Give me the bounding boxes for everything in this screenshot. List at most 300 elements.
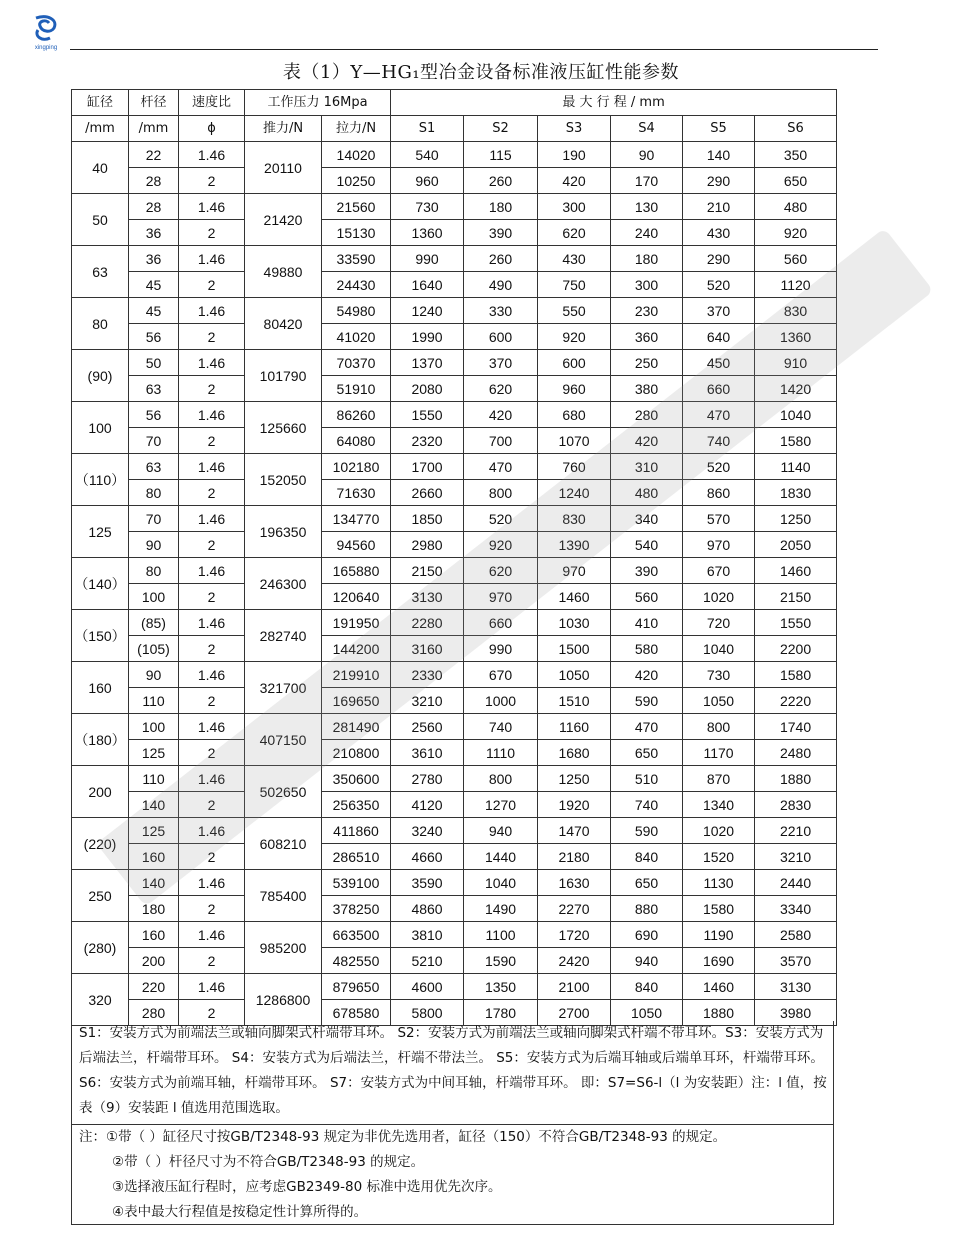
stroke-cell-s4: 340 bbox=[611, 506, 683, 532]
speed-ratio-cell: 1.46 bbox=[179, 766, 245, 792]
phi-symbol: ϕ bbox=[179, 116, 245, 142]
stroke-cell-s4: 130 bbox=[611, 194, 683, 220]
bore-cell: 250 bbox=[72, 870, 129, 922]
speed-ratio-cell: 2 bbox=[179, 532, 245, 558]
rod-cell: 70 bbox=[129, 428, 179, 454]
stroke-cell-s6: 650 bbox=[755, 168, 837, 194]
rod-cell: 50 bbox=[129, 350, 179, 376]
install-note-text: S1：安装方式为前端法兰或轴向脚架式杆端带耳环。 S2：安装方式为前端法兰或轴向脚架式杆端不带耳环。S3：安装方式为后端法兰，杆端带耳环。 S4：安装方式为后端法兰，杆端不带法兰。 S5：安装方式为后端耳轴或后端单耳环，杆端带耳环。 S6：安装方式为前端耳轴，杆端带耳环。 S7：安装方式为中间耳轴，杆端带耳环。 即：S7=S6-l（l 为安装距）注：l 值，按表（9）安装距 l 值选用范围选取。 bbox=[79, 1025, 827, 1116]
stroke-cell-s5: 1130 bbox=[683, 870, 755, 896]
stroke-cell-s1: 4120 bbox=[391, 792, 464, 818]
stroke-cell-s4: 690 bbox=[611, 922, 683, 948]
pull-cell: 102180 bbox=[322, 454, 391, 480]
stroke-cell-s4: 420 bbox=[611, 428, 683, 454]
table-row bbox=[72, 584, 837, 610]
push-cell: 196350 bbox=[245, 506, 322, 558]
speed-ratio-cell: 2 bbox=[179, 220, 245, 246]
speed-ratio-cell: 2 bbox=[179, 272, 245, 298]
stroke-cell-s6: 920 bbox=[755, 220, 837, 246]
stroke-cell-s3: 2270 bbox=[538, 896, 611, 922]
pull-cell: 482550 bbox=[322, 948, 391, 974]
rod-cell: 22 bbox=[129, 142, 179, 168]
stroke-cell-s5: 720 bbox=[683, 610, 755, 636]
speed-ratio-cell: 1.46 bbox=[179, 974, 245, 1000]
stroke-cell-s4: 390 bbox=[611, 558, 683, 584]
stroke-cell-s1: 1990 bbox=[391, 324, 464, 350]
stroke-cell-s3: 1460 bbox=[538, 584, 611, 610]
stroke-cell-s6: 3570 bbox=[755, 948, 837, 974]
rod-cell: 125 bbox=[129, 740, 179, 766]
stroke-cell-s6: 2150 bbox=[755, 584, 837, 610]
speed-ratio-cell: 2 bbox=[179, 844, 245, 870]
stroke-cell-s1: 3240 bbox=[391, 818, 464, 844]
table-row bbox=[72, 662, 837, 688]
stroke-cell-s2: 670 bbox=[464, 662, 538, 688]
speed-ratio-cell: 2 bbox=[179, 948, 245, 974]
rod-cell: 90 bbox=[129, 532, 179, 558]
stroke-cell-s4: 90 bbox=[611, 142, 683, 168]
stroke-cell-s1: 990 bbox=[391, 246, 464, 272]
stroke-cell-s3: 960 bbox=[538, 376, 611, 402]
pull-cell: 256350 bbox=[322, 792, 391, 818]
stroke-cell-s4: 230 bbox=[611, 298, 683, 324]
stroke-cell-s2: 420 bbox=[464, 402, 538, 428]
stroke-cell-s2: 370 bbox=[464, 350, 538, 376]
stroke-cell-s5: 660 bbox=[683, 376, 755, 402]
stroke-cell-s3: 190 bbox=[538, 142, 611, 168]
stroke-cell-s1: 3210 bbox=[391, 688, 464, 714]
stroke-header-s1: S1 bbox=[391, 116, 464, 142]
stroke-cell-s1: 5210 bbox=[391, 948, 464, 974]
stroke-cell-s3: 1500 bbox=[538, 636, 611, 662]
stroke-cell-s5: 1020 bbox=[683, 584, 755, 610]
stroke-cell-s2: 970 bbox=[464, 584, 538, 610]
stroke-cell-s5: 210 bbox=[683, 194, 755, 220]
stroke-header-s2: S2 bbox=[464, 116, 538, 142]
stroke-cell-s2: 620 bbox=[464, 558, 538, 584]
stroke-cell-s4: 510 bbox=[611, 766, 683, 792]
rod-cell: 180 bbox=[129, 896, 179, 922]
pull-cell: 169650 bbox=[322, 688, 391, 714]
stroke-cell-s2: 180 bbox=[464, 194, 538, 220]
speed-ratio-cell: 1.46 bbox=[179, 142, 245, 168]
push-cell: 321700 bbox=[245, 662, 322, 714]
bore-cell: （150） bbox=[72, 610, 129, 662]
stroke-cell-s4: 650 bbox=[611, 870, 683, 896]
table-row bbox=[72, 792, 837, 818]
table-row bbox=[72, 896, 837, 922]
stroke-cell-s4: 540 bbox=[611, 532, 683, 558]
stroke-cell-s1: 1700 bbox=[391, 454, 464, 480]
table-row bbox=[72, 818, 837, 844]
stroke-cell-s4: 420 bbox=[611, 662, 683, 688]
speed-ratio-cell: 1.46 bbox=[179, 506, 245, 532]
stroke-cell-s6: 2210 bbox=[755, 818, 837, 844]
stroke-cell-s3: 550 bbox=[538, 298, 611, 324]
stroke-cell-s2: 1350 bbox=[464, 974, 538, 1000]
stroke-cell-s1: 2660 bbox=[391, 480, 464, 506]
table-row bbox=[72, 298, 837, 324]
stroke-cell-s5: 970 bbox=[683, 532, 755, 558]
push-cell: 80420 bbox=[245, 298, 322, 350]
stroke-cell-s2: 1440 bbox=[464, 844, 538, 870]
speed-ratio-cell: 2 bbox=[179, 324, 245, 350]
rod-cell: 220 bbox=[129, 974, 179, 1000]
stroke-cell-s1: 2560 bbox=[391, 714, 464, 740]
pressure-header: 工作压力 16Mpa bbox=[245, 90, 391, 116]
stroke-cell-s1: 1360 bbox=[391, 220, 464, 246]
stroke-cell-s6: 1420 bbox=[755, 376, 837, 402]
table-row bbox=[72, 454, 837, 480]
pull-cell: 51910 bbox=[322, 376, 391, 402]
table-row bbox=[72, 870, 837, 896]
table-row bbox=[72, 324, 837, 350]
pull-cell: 663500 bbox=[322, 922, 391, 948]
stroke-cell-s4: 480 bbox=[611, 480, 683, 506]
stroke-cell-s1: 3610 bbox=[391, 740, 464, 766]
stroke-cell-s5: 670 bbox=[683, 558, 755, 584]
rod-cell: 160 bbox=[129, 844, 179, 870]
bore-cell: 80 bbox=[72, 298, 129, 350]
rod-unit: /mm bbox=[129, 116, 179, 142]
rod-cell: 63 bbox=[129, 376, 179, 402]
stroke-cell-s1: 3590 bbox=[391, 870, 464, 896]
rod-cell: 80 bbox=[129, 558, 179, 584]
stroke-cell-s3: 620 bbox=[538, 220, 611, 246]
stroke-cell-s5: 470 bbox=[683, 402, 755, 428]
stroke-cell-s5: 1460 bbox=[683, 974, 755, 1000]
table-row bbox=[72, 246, 837, 272]
stroke-cell-s1: 2080 bbox=[391, 376, 464, 402]
pull-cell: 24430 bbox=[322, 272, 391, 298]
stroke-cell-s3: 430 bbox=[538, 246, 611, 272]
rod-cell: 100 bbox=[129, 714, 179, 740]
speed-ratio-cell: 2 bbox=[179, 896, 245, 922]
speed-ratio-cell: 1.46 bbox=[179, 350, 245, 376]
stroke-cell-s3: 1470 bbox=[538, 818, 611, 844]
push-cell: 125660 bbox=[245, 402, 322, 454]
rod-cell: 80 bbox=[129, 480, 179, 506]
push-cell: 985200 bbox=[245, 922, 322, 974]
stroke-cell-s6: 1360 bbox=[755, 324, 837, 350]
push-cell: 282740 bbox=[245, 610, 322, 662]
stroke-cell-s5: 1040 bbox=[683, 636, 755, 662]
rod-cell: 160 bbox=[129, 922, 179, 948]
stroke-cell-s6: 1120 bbox=[755, 272, 837, 298]
stroke-cell-s5: 1190 bbox=[683, 922, 755, 948]
rod-cell: 28 bbox=[129, 168, 179, 194]
rod-cell: 125 bbox=[129, 818, 179, 844]
table-row bbox=[72, 740, 837, 766]
stroke-cell-s5: 430 bbox=[683, 220, 755, 246]
pull-cell: 10250 bbox=[322, 168, 391, 194]
stroke-cell-s6: 1250 bbox=[755, 506, 837, 532]
stroke-cell-s5: 1690 bbox=[683, 948, 755, 974]
stroke-cell-s5: 730 bbox=[683, 662, 755, 688]
pull-cell: 120640 bbox=[322, 584, 391, 610]
stroke-cell-s5: 870 bbox=[683, 766, 755, 792]
stroke-cell-s3: 300 bbox=[538, 194, 611, 220]
stroke-cell-s3: 1070 bbox=[538, 428, 611, 454]
stroke-cell-s3: 420 bbox=[538, 168, 611, 194]
stroke-cell-s5: 800 bbox=[683, 714, 755, 740]
stroke-cell-s2: 1040 bbox=[464, 870, 538, 896]
stroke-cell-s6: 1880 bbox=[755, 766, 837, 792]
stroke-cell-s3: 2100 bbox=[538, 974, 611, 1000]
stroke-cell-s2: 600 bbox=[464, 324, 538, 350]
table-row bbox=[72, 142, 837, 168]
stroke-cell-s2: 990 bbox=[464, 636, 538, 662]
pull-cell: 350600 bbox=[322, 766, 391, 792]
stroke-cell-s3: 600 bbox=[538, 350, 611, 376]
stroke-cell-s5: 520 bbox=[683, 272, 755, 298]
stroke-cell-s2: 1590 bbox=[464, 948, 538, 974]
stroke-cell-s2: 260 bbox=[464, 246, 538, 272]
stroke-cell-s3: 680 bbox=[538, 402, 611, 428]
stroke-cell-s6: 1040 bbox=[755, 402, 837, 428]
stroke-cell-s4: 1050 bbox=[611, 1000, 683, 1026]
rod-cell: 140 bbox=[129, 792, 179, 818]
stroke-cell-s1: 4600 bbox=[391, 974, 464, 1000]
stroke-cell-s5: 570 bbox=[683, 506, 755, 532]
bore-cell: （110） bbox=[72, 454, 129, 506]
stroke-cell-s1: 3810 bbox=[391, 922, 464, 948]
push-cell: 49880 bbox=[245, 246, 322, 298]
pull-cell: 539100 bbox=[322, 870, 391, 896]
stroke-cell-s3: 2700 bbox=[538, 1000, 611, 1026]
stroke-cell-s1: 5800 bbox=[391, 1000, 464, 1026]
stroke-cell-s3: 1720 bbox=[538, 922, 611, 948]
stroke-cell-s2: 800 bbox=[464, 766, 538, 792]
rod-cell: (105) bbox=[129, 636, 179, 662]
stroke-cell-s1: 1640 bbox=[391, 272, 464, 298]
push-cell: 1286800 bbox=[245, 974, 322, 1026]
stroke-cell-s4: 880 bbox=[611, 896, 683, 922]
stroke-cell-s2: 940 bbox=[464, 818, 538, 844]
stroke-cell-s4: 310 bbox=[611, 454, 683, 480]
table-row bbox=[72, 402, 837, 428]
speed-ratio-cell: 2 bbox=[179, 740, 245, 766]
stroke-cell-s6: 1740 bbox=[755, 714, 837, 740]
stroke-cell-s2: 920 bbox=[464, 532, 538, 558]
stroke-cell-s4: 170 bbox=[611, 168, 683, 194]
speed-ratio-cell: 1.46 bbox=[179, 194, 245, 220]
stroke-cell-s2: 330 bbox=[464, 298, 538, 324]
bore-cell: (220) bbox=[72, 818, 129, 870]
cylinder-parameter-table bbox=[71, 89, 837, 1026]
stroke-cell-s2: 740 bbox=[464, 714, 538, 740]
stroke-cell-s6: 560 bbox=[755, 246, 837, 272]
stroke-header-s6: S6 bbox=[755, 116, 837, 142]
speed-ratio-cell: 1.46 bbox=[179, 454, 245, 480]
pull-cell: 33590 bbox=[322, 246, 391, 272]
table-row bbox=[72, 714, 837, 740]
rod-cell: 45 bbox=[129, 272, 179, 298]
table-row bbox=[72, 532, 837, 558]
pull-cell: 64080 bbox=[322, 428, 391, 454]
stroke-cell-s2: 390 bbox=[464, 220, 538, 246]
speed-ratio-cell: 1.46 bbox=[179, 714, 245, 740]
stroke-cell-s2: 700 bbox=[464, 428, 538, 454]
stroke-cell-s5: 1020 bbox=[683, 818, 755, 844]
stroke-header-s4: S4 bbox=[611, 116, 683, 142]
pull-cell: 879650 bbox=[322, 974, 391, 1000]
speed-ratio-cell: 2 bbox=[179, 168, 245, 194]
stroke-cell-s1: 1850 bbox=[391, 506, 464, 532]
speed-ratio-cell: 1.46 bbox=[179, 402, 245, 428]
stroke-cell-s5: 290 bbox=[683, 168, 755, 194]
stroke-cell-s3: 920 bbox=[538, 324, 611, 350]
stroke-cell-s1: 2330 bbox=[391, 662, 464, 688]
stroke-cell-s4: 360 bbox=[611, 324, 683, 350]
stroke-cell-s6: 1830 bbox=[755, 480, 837, 506]
speed-ratio-header: 速度比 bbox=[179, 90, 245, 116]
stroke-cell-s2: 1490 bbox=[464, 896, 538, 922]
speed-ratio-cell: 1.46 bbox=[179, 662, 245, 688]
stroke-cell-s3: 760 bbox=[538, 454, 611, 480]
table-row bbox=[72, 636, 837, 662]
speed-ratio-cell: 2 bbox=[179, 636, 245, 662]
table-row bbox=[72, 168, 837, 194]
stroke-header-s5: S5 bbox=[683, 116, 755, 142]
pull-cell: 86260 bbox=[322, 402, 391, 428]
stroke-cell-s1: 4860 bbox=[391, 896, 464, 922]
stroke-cell-s4: 380 bbox=[611, 376, 683, 402]
push-cell: 407150 bbox=[245, 714, 322, 766]
stroke-cell-s6: 3980 bbox=[755, 1000, 837, 1026]
remark-3: ③选择液压缸行程时，应考虑GB2349-80 标准中选用优先次序。 bbox=[112, 1179, 502, 1195]
bore-header: 缸径 bbox=[72, 90, 129, 116]
push-cell: 20110 bbox=[245, 142, 322, 194]
stroke-cell-s5: 860 bbox=[683, 480, 755, 506]
stroke-cell-s3: 1630 bbox=[538, 870, 611, 896]
stroke-cell-s5: 1520 bbox=[683, 844, 755, 870]
stroke-cell-s6: 3340 bbox=[755, 896, 837, 922]
rod-cell: 45 bbox=[129, 298, 179, 324]
header-divider bbox=[70, 49, 878, 50]
bore-cell: 40 bbox=[72, 142, 129, 194]
push-cell: 152050 bbox=[245, 454, 322, 506]
speed-ratio-cell: 2 bbox=[179, 1000, 245, 1026]
stroke-cell-s1: 540 bbox=[391, 142, 464, 168]
stroke-cell-s1: 1370 bbox=[391, 350, 464, 376]
stroke-cell-s4: 180 bbox=[611, 246, 683, 272]
speed-ratio-cell: 1.46 bbox=[179, 246, 245, 272]
stroke-cell-s6: 2580 bbox=[755, 922, 837, 948]
stroke-cell-s2: 115 bbox=[464, 142, 538, 168]
table-row bbox=[72, 844, 837, 870]
table-row bbox=[72, 376, 837, 402]
table-row bbox=[72, 428, 837, 454]
push-header: 推力/N bbox=[245, 116, 322, 142]
stroke-cell-s6: 2480 bbox=[755, 740, 837, 766]
stroke-cell-s4: 650 bbox=[611, 740, 683, 766]
bore-cell: 160 bbox=[72, 662, 129, 714]
rod-cell: 36 bbox=[129, 246, 179, 272]
stroke-cell-s2: 520 bbox=[464, 506, 538, 532]
table-row bbox=[72, 948, 837, 974]
push-cell: 101790 bbox=[245, 350, 322, 402]
rod-cell: 100 bbox=[129, 584, 179, 610]
stroke-cell-s2: 620 bbox=[464, 376, 538, 402]
install-notes bbox=[71, 1021, 834, 1125]
stroke-cell-s6: 2440 bbox=[755, 870, 837, 896]
rod-cell: 140 bbox=[129, 870, 179, 896]
stroke-cell-s1: 1240 bbox=[391, 298, 464, 324]
stroke-cell-s3: 2420 bbox=[538, 948, 611, 974]
remark-1: 注：①带（ ）缸径尺寸按GB/T2348-93 规定为非优先选用者，缸径（150）不符合GB/T2348-93 的规定。 bbox=[79, 1129, 727, 1145]
stroke-cell-s2: 660 bbox=[464, 610, 538, 636]
speed-ratio-cell: 2 bbox=[179, 428, 245, 454]
stroke-cell-s3: 1050 bbox=[538, 662, 611, 688]
bore-cell: 63 bbox=[72, 246, 129, 298]
bore-cell: 50 bbox=[72, 194, 129, 246]
table-row bbox=[72, 688, 837, 714]
push-cell: 502650 bbox=[245, 766, 322, 818]
stroke-cell-s1: 4660 bbox=[391, 844, 464, 870]
rod-cell: 56 bbox=[129, 402, 179, 428]
bore-cell: 125 bbox=[72, 506, 129, 558]
stroke-cell-s2: 1000 bbox=[464, 688, 538, 714]
remarks bbox=[71, 1125, 834, 1225]
bore-cell: (280) bbox=[72, 922, 129, 974]
stroke-cell-s6: 1580 bbox=[755, 662, 837, 688]
table-title: 表（1）Y—HG₁型冶金设备标准液压缸性能参数 bbox=[282, 62, 680, 83]
pull-cell: 286510 bbox=[322, 844, 391, 870]
stroke-cell-s4: 250 bbox=[611, 350, 683, 376]
pull-cell: 281490 bbox=[322, 714, 391, 740]
stroke-cell-s6: 1140 bbox=[755, 454, 837, 480]
push-cell: 785400 bbox=[245, 870, 322, 922]
speed-ratio-cell: 2 bbox=[179, 480, 245, 506]
table-row bbox=[72, 506, 837, 532]
stroke-cell-s2: 260 bbox=[464, 168, 538, 194]
stroke-cell-s3: 1680 bbox=[538, 740, 611, 766]
pull-cell: 210800 bbox=[322, 740, 391, 766]
stroke-cell-s1: 2280 bbox=[391, 610, 464, 636]
stroke-cell-s1: 2980 bbox=[391, 532, 464, 558]
stroke-cell-s1: 1550 bbox=[391, 402, 464, 428]
stroke-cell-s6: 1550 bbox=[755, 610, 837, 636]
speed-ratio-cell: 1.46 bbox=[179, 922, 245, 948]
rod-cell: 110 bbox=[129, 688, 179, 714]
rod-cell: 280 bbox=[129, 1000, 179, 1026]
rod-cell: 36 bbox=[129, 220, 179, 246]
table-row bbox=[72, 480, 837, 506]
stroke-cell-s1: 3160 bbox=[391, 636, 464, 662]
push-cell: 246300 bbox=[245, 558, 322, 610]
stroke-cell-s5: 1340 bbox=[683, 792, 755, 818]
stroke-cell-s3: 750 bbox=[538, 272, 611, 298]
stroke-cell-s4: 740 bbox=[611, 792, 683, 818]
stroke-cell-s2: 800 bbox=[464, 480, 538, 506]
stroke-cell-s5: 290 bbox=[683, 246, 755, 272]
pull-cell: 41020 bbox=[322, 324, 391, 350]
rod-header: 杆径 bbox=[129, 90, 179, 116]
stroke-cell-s2: 490 bbox=[464, 272, 538, 298]
stroke-cell-s5: 520 bbox=[683, 454, 755, 480]
stroke-cell-s3: 970 bbox=[538, 558, 611, 584]
pull-cell: 94560 bbox=[322, 532, 391, 558]
stroke-cell-s6: 1580 bbox=[755, 428, 837, 454]
stroke-cell-s6: 2050 bbox=[755, 532, 837, 558]
remark-2: ②带（ ）杆径尺寸为不符合GB/T2348-93 的规定。 bbox=[112, 1154, 425, 1170]
pull-cell: 191950 bbox=[322, 610, 391, 636]
table-body bbox=[72, 142, 837, 1026]
rod-cell: 63 bbox=[129, 454, 179, 480]
stroke-cell-s5: 140 bbox=[683, 142, 755, 168]
table-row bbox=[72, 350, 837, 376]
